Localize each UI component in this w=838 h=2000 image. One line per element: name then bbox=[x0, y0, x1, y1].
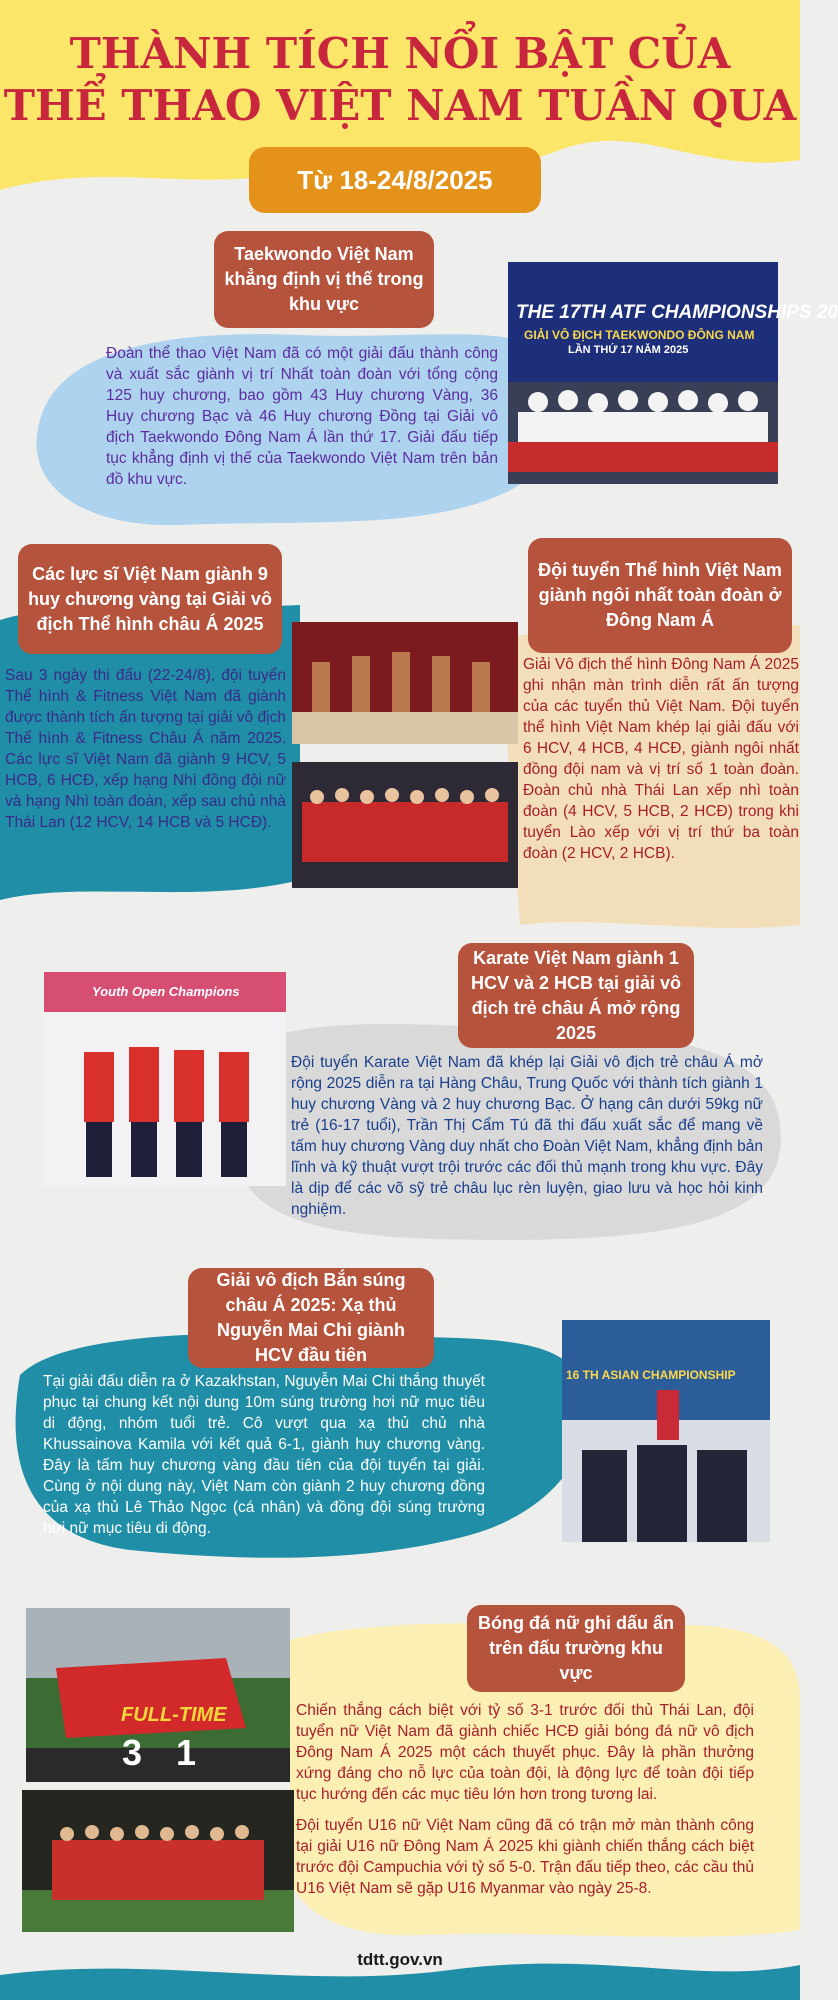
taekwondo-heading: Taekwondo Việt Nam khẳng định vị thế trong khu vực bbox=[214, 231, 434, 328]
footer-source[interactable]: tdtt.gov.vn bbox=[357, 1950, 443, 1969]
shooting-heading: Giải vô địch Bắn súng châu Á 2025: Xạ thủ Nguyễn Mai Chi giành HCV đầu tiên bbox=[188, 1268, 434, 1368]
taekwondo-photo-banner-3: LẦN THỨ 17 NĂM 2025 bbox=[568, 344, 689, 356]
football-body-2: Đội tuyển U16 nữ Việt Nam cũng đã có trận mở màn thành công tại giải U16 nữ Đông Nam Á 2025 khi giành chiến thắng cách biệt trước đội Campuchia với tỷ số 5-0. Trận đấu tiếp theo, các cầu thủ U16 Việt Nam sẽ gặp U16 Myanmar vào ngày 25-8. bbox=[296, 1817, 754, 1897]
date-range-badge: Từ 18-24/8/2025 bbox=[249, 147, 541, 213]
score-away: 1 bbox=[176, 1732, 197, 1773]
shooting-body: Tại giải đấu diễn ra ở Kazakhstan, Nguyễn Mai Chi thắng thuyết phục tại chung kết nội dung 10m súng trường hơi nữ mục tiêu di động, nhóm tuổi trẻ. Cô vượt qua xạ thủ chủ nhà Khussainova Kamila với kết quả 6-1, giành huy chương vàng. Đây là tấm huy chương vàng đầu tiên của đội tuyển tại giải. Cùng ở nội dung này, Việt Nam còn giành 2 huy chương đồng của xạ thủ Lê Thảo Ngọc (cá nhân) và đồng đội súng trường hơi nữ mục tiêu di động. bbox=[43, 1373, 485, 1537]
bodybuilding-asia-body: Sau 3 ngày thi đấu (22-24/8), đội tuyển Thể hình & Fitness Việt Nam đã giành được thành tích ấn tượng tại giải vô địch Thể hình & Fitness Châu Á năm 2025. Các lực sĩ Việt Nam đã giành 9 HCV, 5 HCB, 6 HCĐ, xếp hạng Nhì đồng đội nữ và hạng Nhì toàn đoàn, xếp sau chủ nhà Thái Lan (12 HCV, 14 HCB và 5 HCĐ). bbox=[5, 667, 286, 831]
bodybuilding-team-photo bbox=[292, 762, 518, 888]
page-title bbox=[0, 28, 800, 132]
bodybuilding-sea-body: Giải Vô địch thể hình Đông Nam Á 2025 ghi nhận màn trình diễn rất ấn tượng của các tuyển thủ Việt Nam. Đội tuyển thể hình Việt Nam khép lại giải đấu với 6 HCV, 4 HCB, 4 HCĐ, giành ngôi nhất đồng đội nam và vị trí số 1 toàn đoàn. Đoàn chủ nhà Thái Lan xếp nhì toàn đoàn (4 HCV, 5 HCB, 2 HCĐ) trong khi tuyển Lào xếp với vị trí thứ ba toàn đoàn (2 HCV, 2 HCB). bbox=[523, 656, 799, 862]
bodybuilding-asia-heading: Các lực sĩ Việt Nam giành 9 huy chương vàng tại Giải vô địch Thể hình châu Á 2025 bbox=[18, 544, 282, 654]
u16-team-photo bbox=[22, 1790, 294, 1932]
karate-heading: Karate Việt Nam giành 1 HCV và 2 HCB tại giải vô địch trẻ châu Á mở rộng 2025 bbox=[458, 943, 694, 1048]
football-scoreboard-photo bbox=[26, 1608, 290, 1782]
bodybuilding-podium-photo bbox=[292, 622, 518, 744]
taekwondo-team-photo bbox=[508, 262, 838, 484]
bodybuilding-sea-heading: Đội tuyển Thể hình Việt Nam giành ngôi nhất toàn đoàn ở Đông Nam Á bbox=[528, 538, 792, 653]
shooting-podium-photo bbox=[562, 1320, 770, 1542]
scoreboard-label: FULL-TIME bbox=[121, 1704, 227, 1726]
page-title-line-1: THÀNH TÍCH NỔI BẬT CỦA bbox=[69, 29, 731, 78]
taekwondo-photo-banner-2: GIẢI VÔ ĐỊCH TAEKWONDO ĐÔNG NAM bbox=[524, 328, 755, 342]
karate-medalists-photo bbox=[44, 972, 286, 1186]
karate-body: Đội tuyển Karate Việt Nam đã khép lại Giải vô địch trẻ châu Á mở rộng 2025 diễn ra tại Hàng Châu, Trung Quốc với thành tích giành 1 huy chương Vàng và 2 huy chương Bạc. Ở hạng cân dưới 59kg nữ trẻ (16-17 tuổi), Trần Thị Cẩm Tú đã thi đấu xuất sắc để mang về tấm huy chương Vàng duy nhất cho Đoàn Việt Nam, khẳng định bản lĩnh và kỹ thuật vượt trội trước các đối thủ mạnh trong khu vực. Đây là dịp để các võ sỹ trẻ châu lục rèn luyện, giao lưu và học hỏi kinh nghiệm. bbox=[291, 1054, 763, 1218]
taekwondo-body: Đoàn thể thao Việt Nam đã có một giải đấu thành công và xuất sắc giành vị trí Nhất toàn đoàn với tổng cộng 125 huy chương, bao gồm 43 Huy chương Vàng, 36 Huy chương Bạc và 46 Huy chương Đồng tại Giải vô địch Taekwondo Đông Nam Á lần thứ 17. Giải đấu tiếp tục khẳng định vị thế của Taekwondo Việt Nam trên bản đồ khu vực. bbox=[106, 345, 498, 488]
shooting-photo-banner: 16 TH ASIAN CHAMPIONSHIP bbox=[566, 1368, 736, 1382]
score-home: 3 bbox=[122, 1732, 143, 1773]
karate-photo-banner: Youth Open Champions bbox=[92, 984, 240, 999]
football-body-1: Chiến thắng cách biệt với tỷ số 3-1 trước đối thủ Thái Lan, đội tuyển nữ Việt Nam đã giành chiếc HCĐ giải bóng đá nữ vô địch Đông Nam Á 2025 một cách thuyết phục. Đây là phần thưởng xứng đáng cho nỗ lực của toàn đội, là động lực để toàn đội tiếp tục hướng đến các mục tiêu lớn hơn trong tương lai. bbox=[296, 1702, 754, 1803]
football-heading: Bóng đá nữ ghi dấu ấn trên đấu trường khu vực bbox=[467, 1605, 685, 1692]
taekwondo-photo-banner-1: THE 17TH ATF CHAMPIONSHIPS 20 bbox=[516, 302, 838, 323]
page-title-line-2: THỂ THAO VIỆT NAM TUẦN QUA bbox=[3, 81, 797, 130]
